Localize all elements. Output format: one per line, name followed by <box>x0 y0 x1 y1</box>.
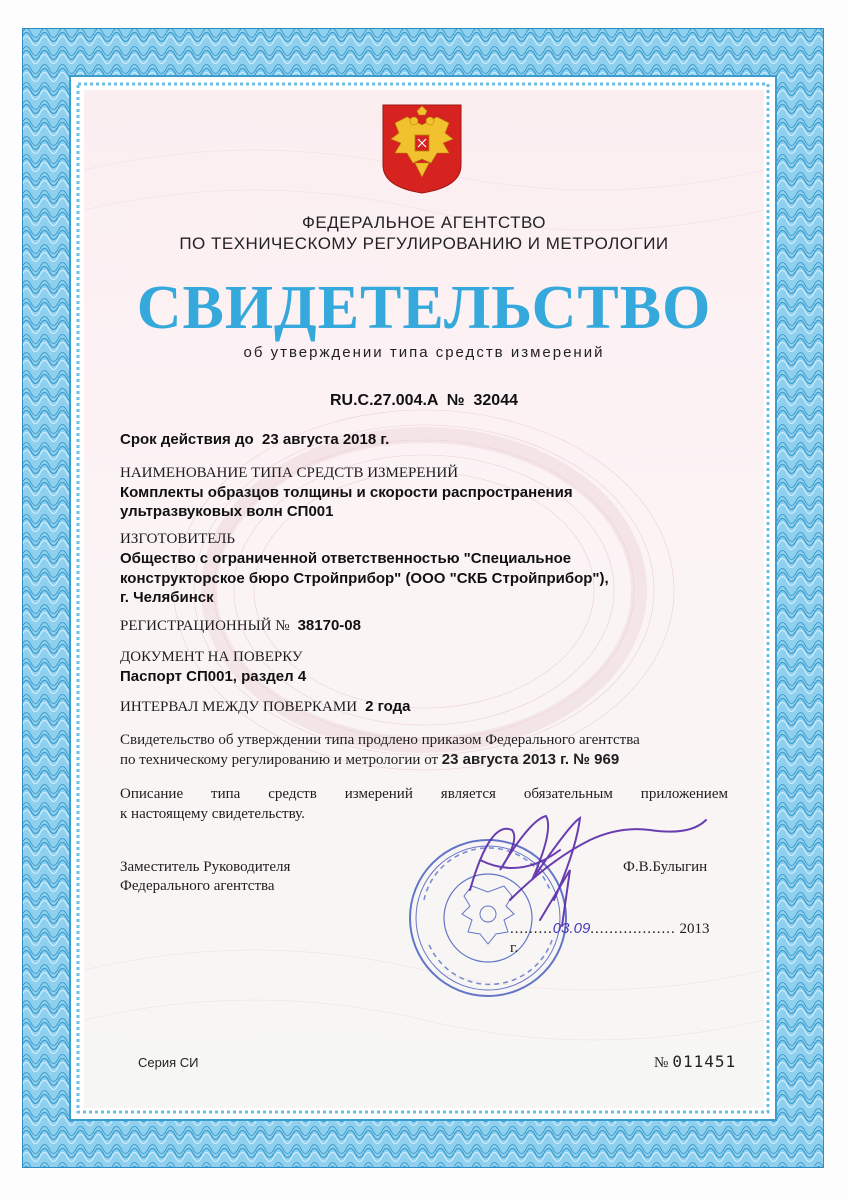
description-line-2: к настоящему свидетельству. <box>120 806 305 822</box>
validity-field <box>120 430 389 449</box>
series-label: Серия СИ <box>138 1055 199 1070</box>
instrument-name-label: НАИМЕНОВАНИЕ ТИПА СРЕДСТВ ИЗМЕРЕНИЙ <box>120 465 459 481</box>
agency-line-2: ПО ТЕХНИЧЕСКОМУ РЕГУЛИРОВАНИЮ И МЕТРОЛОГИИ <box>179 234 669 253</box>
certificate-number: RU.C.27.004.A № 32044 <box>329 392 518 409</box>
interval-value: 2 года <box>365 698 411 715</box>
signatory-position-line-2: Федерального агентства <box>120 878 275 894</box>
instrument-name-line-2: ультразвуковых волн СП001 <box>120 503 334 520</box>
validity-value: 23 августа 2018 г. <box>262 431 390 448</box>
interval-field <box>120 697 410 717</box>
instrument-name-line-1: Комплекты образцов толщины и скорости распространения <box>120 484 573 501</box>
handwritten-date: 03.09 <box>552 920 591 937</box>
registration-value: 38170-08 <box>297 617 361 634</box>
verification-doc-value: Паспорт СП001, раздел 4 <box>120 668 307 685</box>
description-line-1: Описание типа средств измерений является обязательным приложением <box>120 786 728 802</box>
serial-prefix: № <box>654 1055 669 1071</box>
signatory-position-line-1: Заместитель Руководителя <box>120 859 291 875</box>
agency-line-1: ФЕДЕРАЛЬНОЕ АГЕНТСТВО <box>301 213 547 232</box>
registration-label: РЕГИСТРАЦИОННЫЙ № <box>120 618 290 634</box>
manufacturer-line-3: г. Челябинск <box>120 589 214 606</box>
extension-paragraph <box>120 730 728 770</box>
extension-order-date: 23 августа 2013 г. № 969 <box>441 751 620 768</box>
registration-field <box>120 616 361 636</box>
interval-label: ИНТЕРВАЛ МЕЖДУ ПОВЕРКАМИ <box>120 699 358 715</box>
extension-line-2-prefix: по техническому регулированию и метрологии от <box>120 752 439 768</box>
serial-number: 011451 <box>672 1052 737 1071</box>
signatory-name: Ф.В.Булыгин <box>623 859 708 875</box>
verification-doc-label: ДОКУМЕНТ НА ПОВЕРКУ <box>120 649 303 665</box>
manufacturer-label: ИЗГОТОВИТЕЛЬ <box>120 531 236 547</box>
date-year: 2013 г. <box>510 921 710 956</box>
serial-number-field <box>654 1052 736 1072</box>
extension-line-1: Свидетельство об утверждении типа продлено приказом Федерального агентства <box>120 732 640 748</box>
date-line: .........03.09.................. 2013 г. <box>510 920 710 956</box>
manufacturer-line-1: Общество с ограниченной ответственностью "Специальное <box>120 550 572 567</box>
coat-of-arms-icon <box>381 103 463 195</box>
certificate-subtitle: об утверждении типа средств измерений <box>243 344 605 361</box>
extension-line-2 <box>120 750 728 770</box>
manufacturer-line-2: конструкторское бюро Стройприбор" (ООО "СКБ Стройприбор"), <box>120 570 609 587</box>
validity-label: Срок действия до <box>120 431 254 448</box>
certificate-title: СВИДЕТЕЛЬСТВО <box>136 274 712 342</box>
